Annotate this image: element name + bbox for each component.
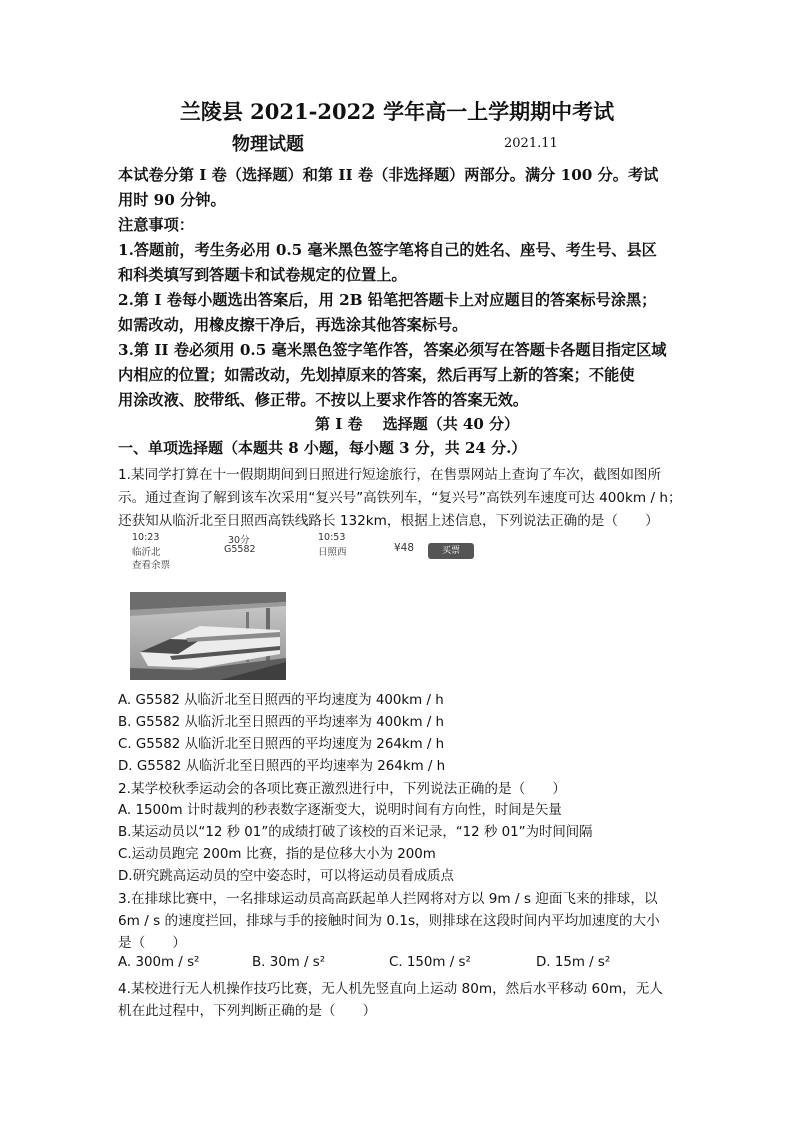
question-2-option-c: C.运动员跑完 200m 比赛，指的是位移大小为 200m — [118, 847, 436, 862]
exam-date: 2021.11 — [504, 136, 558, 151]
section-heading — [0, 413, 794, 434]
remaining-tickets-link[interactable]: 查看余票 — [132, 560, 171, 571]
notice-line: 3.第 II 卷必须用 0.5 毫米黑色签字笔作答，答案必须写在答题卡各题目指定区域 — [118, 341, 667, 359]
question-1-option-b: B. G5582 从临沂北至日照西的平均速率为 400km / h — [118, 715, 445, 730]
question-2-stem: 2.某学校秋季运动会的各项比赛正激烈进行中，下列说法正确的是（ ） — [118, 781, 566, 797]
notice-line: 和科类填写到答题卡和试卷规定的位置上。 — [118, 266, 407, 284]
question-1-option-d: D. G5582 从临沂北至日照西的平均速率为 264km / h — [118, 759, 446, 774]
question-3-option-a: A. 300m / s² — [118, 955, 200, 970]
buy-ticket-button[interactable]: 买票 — [428, 543, 474, 559]
arrive-time: 10:53 — [318, 532, 346, 543]
train-photo — [130, 592, 286, 680]
duration: 30分 — [228, 535, 250, 546]
exam-title: 兰陵县 2021-2022 学年高一上学期期中考试 — [179, 99, 615, 124]
question-3-option-b: B. 30m / s² — [252, 955, 326, 970]
notice-line: 内相应的位置；如需改动，先划掉原来的答案，然后再写上新的答案；不能使 — [118, 366, 635, 384]
notice-line: 用涂改液、胶带纸、修正带。不按以上要求作答的答案无效。 — [118, 391, 529, 409]
ticket-price: ¥48 — [394, 542, 415, 554]
question-3-option-d: D. 15m / s² — [536, 955, 611, 970]
question-2-option-d: D.研究跳高运动员的空中姿态时，可以将运动员看成质点 — [118, 869, 454, 884]
intro-line-1: 本试卷分第 I 卷（选择题）和第 II 卷（非选择题）两部分。满分 100 分。考试 — [118, 166, 659, 184]
notice-line: 如需改动，用橡皮擦干净后，再选涂其他答案标号。 — [118, 316, 468, 334]
part-heading: 一、单项选择题（本题共 8 小题，每小题 3 分，共 24 分.） — [118, 439, 527, 457]
intro-line-2: 用时 90 分钟。 — [118, 191, 226, 209]
train-number: G5582 — [224, 544, 256, 555]
question-4-line: 机在此过程中，下列判断正确的是（ ） — [118, 1003, 377, 1019]
arrive-station: 日照西 — [318, 547, 347, 558]
section-title: 选择题（共 40 分） — [382, 415, 520, 433]
exam-subtitle: 物理试题 — [232, 134, 304, 155]
notice-line: 1.答题前，考生务必用 0.5 毫米黑色签字笔将自己的姓名、座号、考生号、县区 — [118, 241, 657, 259]
question-3-line: 3.在排球比赛中，一名排球运动员高高跃起单人拦网将对方以 9m / s 迎面飞来的排球，以 — [118, 891, 658, 907]
question-3-option-c: C. 150m / s² — [389, 955, 471, 970]
ticket-screenshot — [132, 530, 477, 570]
question-1-line: 还获知从临沂北至日照西高铁线路长 132km，根据上述信息，下列说法正确的是（ ） — [118, 513, 659, 529]
question-1-line: 1.某同学打算在十一假期期间到日照进行短途旅行，在售票网站上查询了车次，截图如图所 — [118, 467, 662, 483]
depart-station: 临沂北 — [132, 547, 161, 558]
question-2-option-a: A. 1500m 计时裁判的秒表数字逐渐变大，说明时间有方向性，时间是矢量 — [118, 803, 562, 818]
question-3-line: 6m / s 的速度拦回，排球与手的接触时间为 0.1s，则排球在这段时间内平均加速度的大小 — [118, 913, 660, 929]
question-1-line: 示。通过查询了解到该车次采用“复兴号”高铁列车，“复兴号”高铁列车速度可达 400km / h； — [118, 490, 682, 506]
question-2-option-b: B.某运动员以“12 秒 01”的成绩打破了该校的百米记录，“12 秒 01”为时间间隔 — [118, 825, 593, 840]
question-3-line: 是（ ） — [118, 935, 186, 951]
depart-time: 10:23 — [132, 532, 160, 543]
notice-line: 2.第 I 卷每小题选出答案后，用 2B 铅笔把答题卡上对应题目的答案标号涂黑； — [118, 291, 657, 309]
section-label: 第 I 卷 — [314, 415, 363, 433]
notice-title: 注意事项： — [118, 216, 194, 234]
question-4-line: 4.某校进行无人机操作技巧比赛，无人机先竖直向上运动 80m，然后水平移动 60m，无人 — [118, 981, 663, 997]
question-1-option-a: A. G5582 从临沂北至日照西的平均速度为 400km / h — [118, 693, 444, 708]
question-1-option-c: C. G5582 从临沂北至日照西的平均速度为 264km / h — [118, 737, 445, 752]
